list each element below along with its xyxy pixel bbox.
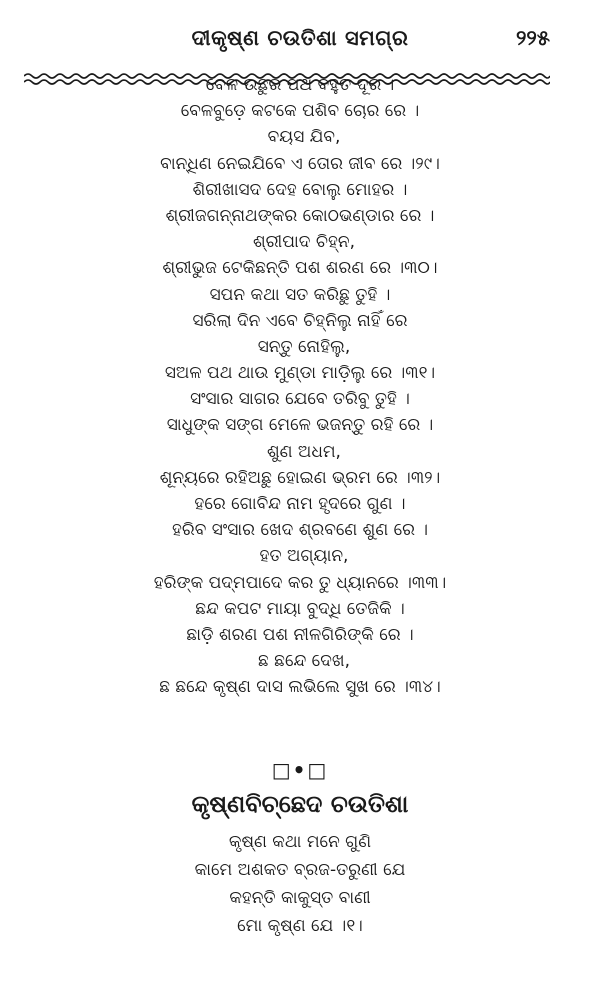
verse-line: ବାନ୍ଧିଣ ନେଇଯିବେ ଏ ତୋର ଜୀବ ରେ ।୨୯। — [160, 153, 440, 174]
verse-line: କହନ୍ତି କାକୁସ୍ତ ବାଣୀ — [229, 888, 371, 908]
page-header — [0, 22, 600, 58]
verse-line: ସପନ କଥା ସତ କରିଛୁ ତୁହି । — [209, 284, 391, 305]
verse-line: ଶ୍ରୀଭୁଜ ଟେକିଛନ୍ତି ପଶ ଶରଣ ରେ ।୩୦। — [162, 258, 438, 279]
verse-line: ଶିରୀଖାସଦ ଦେହ ବୋଲୁ ମୋହର । — [192, 179, 408, 200]
verse-line: ଶ୍ରୀଜଗନ୍ନାଥଙ୍କର କୋଠଭଣ୍ଡାର ରେ । — [165, 205, 435, 226]
verse-line: ସରିଲା ଦିନ ଏବେ ଚିହ୍ନିଲୁ ନାହିଁ ରେ — [192, 310, 408, 331]
verse-line: ବେଳବୁଡ଼େ କଟକେ ପଶିବ ଚୋର ରେ । — [180, 101, 420, 122]
verse-line: ହରିଙ୍କ ପଦ୍ମପାଦେ କର ତୁ ଧ୍ୟାନରେ ।୩୩। — [153, 572, 447, 593]
verse-line: କାମେ ଅଶକତ ବ୍ରଜ-ତରୁଣୀ ଯେ — [194, 860, 406, 880]
verse-block — [0, 72, 600, 701]
verse-line: ଶୂନ୍ୟରେ ରହିଅଛୁ ହୋଇଣ ଭ୍ରମ ରେ ।୩୨। — [159, 467, 441, 488]
verse-line: ଶୁଣ ଅଧମ, — [267, 441, 341, 462]
verse-line: ହରେ ଗୋବିନ୍ଦ ନାମ ହୃଦରେ ଗୁଣ । — [194, 494, 406, 514]
verse-line: ବୟସ ଯିବ, — [267, 127, 341, 148]
verse-line: କୃଷ୍ଣ କଥା ମନେ ଗୁଣି — [228, 832, 372, 852]
verse-line: ଛନ୍ଦ କପଟ ମାୟା ବୁଦ୍ଧି ତେଜିକି । — [195, 598, 405, 619]
section-verse-block — [0, 828, 600, 940]
section-ornament: □•□ — [271, 758, 329, 782]
verse-line: ବେଳ ଉଛୁର ପଥ ବହୁତ ଦୂର । — [205, 75, 395, 95]
verse-line: ସନ୍ତୁ ନୋହିଲୁ, — [257, 336, 351, 357]
verse-line: ଶ୍ରୀପାଦ ଚିହ୍ନ, — [252, 232, 356, 253]
section-title: କୃଷ୍ଣବିଚ୍ଛେଦ ଚଉତିଶା — [191, 790, 409, 818]
running-title: ଦୀକୃଷ୍ଣ ଚଉତିଶା ସମଗ୍ର — [191, 26, 409, 50]
verse-line: ହତ ଅଗ୍ୟାନ, — [259, 546, 349, 567]
verse-line: ମୋ କୃଷ୍ଣ ଯେ ।୧। — [237, 916, 363, 936]
verse-line: ଛ ଛନ୍ଦେ କୃଷ୍ଣ ଦାସ ଲଭିଲେ ସୁଖ ରେ ।୩୪। — [159, 677, 441, 698]
verse-line: ଛାଡ଼ି ଶରଣ ପଶ ନୀଳଗିରିଙ୍କି ରେ । — [186, 624, 414, 645]
verse-line: ହରିବ ସଂସାର ଖେଦ ଶ୍ରବଣେ ଶୁଣ ରେ । — [171, 520, 429, 541]
page-number: ୨୨୫ — [515, 26, 550, 50]
verse-line: ସଅଳ ପଥ ଥାଉ ମୁଣ୍ଡା ମାଡ଼ିଲୁ ରେ ।୩୧। — [164, 363, 436, 384]
verse-line: ଛ ଛନ୍ଦେ ଦେଖ, — [257, 651, 351, 672]
verse-line: ସାଧୁଙ୍କ ସଙ୍ଗ ମେଳେ ଭଜନ୍ତୁ ରହି ରେ । — [166, 415, 434, 436]
verse-line: ସଂସାର ସାଗର ଯେବେ ତରିବୁ ତୁହି । — [190, 389, 410, 410]
